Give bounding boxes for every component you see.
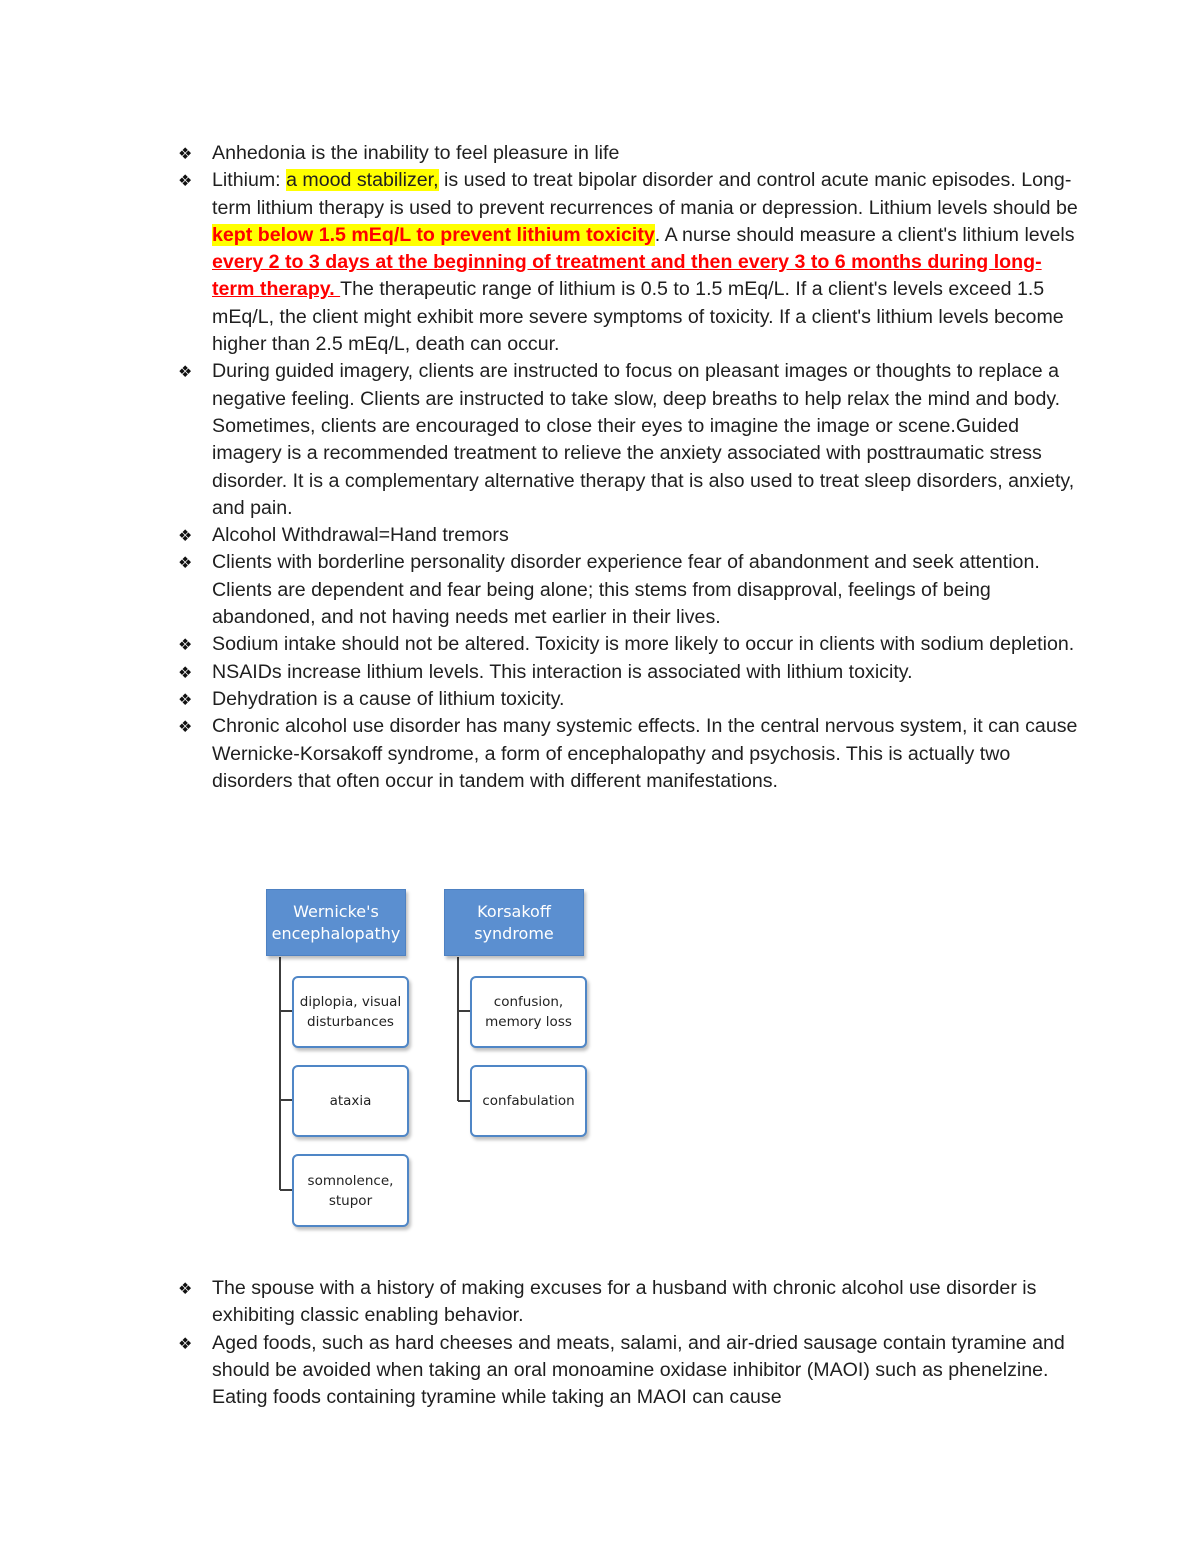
item-text: NSAIDs increase lithium levels. This interaction is associated with lithium toxicity. <box>212 660 913 683</box>
list-item <box>178 713 1078 795</box>
item-text: The spouse with a history of making excuses for a husband with chronic alcohol use disorder is exhibiting classic enabling behavior. <box>212 1277 1037 1327</box>
item-text: Aged foods, such as hard cheeses and meats, salami, and air-dried sausage contain tyramine and should be avoided when taking an oral monoamine oxidase inhibitor (MAOI) such as phenelzine. Eating foods containing tyramine while taking an MAOI can cause <box>212 1331 1065 1409</box>
notes-list-continued <box>178 1275 1078 1411</box>
bullet-icon: ❖ <box>178 526 193 546</box>
item-text: Sodium intake should not be altered. Toxicity is more likely to occur in clients with sodium depletion. <box>212 633 1075 656</box>
list-item <box>178 1275 1078 1330</box>
wernicke-korsakoff-diagram <box>260 885 600 1235</box>
bullet-icon: ❖ <box>178 553 193 573</box>
list-item <box>178 140 1078 167</box>
item-text: Alcohol Withdrawal=Hand tremors <box>212 524 509 547</box>
bullet-icon: ❖ <box>178 1333 193 1353</box>
bullet-icon: ❖ <box>178 144 193 163</box>
list-item <box>178 1330 1078 1412</box>
bullet-icon: ❖ <box>178 635 193 655</box>
list-item <box>178 167 1078 358</box>
highlighted-text: a mood stabilizer, <box>286 169 439 192</box>
bullet-icon: ❖ <box>178 717 193 737</box>
item-text: During guided imagery, clients are instructed to focus on pleasant images or thoughts to replace a negative feeling. Clients are instructed to take slow, deep breaths to help relax the mind and body. Sometimes, clients are encouraged to close their eyes to imagine the image or scene.Guided imagery is a recommended treatment to relieve the anxiety associated with posttraumatic stress disorder. It is a complementary alternative therapy that is also used to treat sleep disorders, anxiety, and pain. <box>212 360 1075 519</box>
underlined-emphasis-text: every 2 to 3 days at the beginning of treatment and then every 3 to 6 months during long-term therapy. <box>212 251 1042 301</box>
item-text: The therapeutic range of lithium is 0.5 to 1.5 mEq/L. If a client's levels exceed 1.5 mEq/L, the client might exhibit more severe symptoms of toxicity. If a client's lithium levels become higher than 2.5 mEq/L, death can occur. <box>212 278 1064 356</box>
wernicke-header: Wernicke's encephalopathy <box>266 889 406 956</box>
bullet-icon: ❖ <box>178 171 193 191</box>
item-text: Anhedonia is the inability to feel pleasure in life <box>212 142 620 164</box>
item-text: Dehydration is a cause of lithium toxicity. <box>212 687 565 710</box>
list-item <box>178 686 1078 713</box>
item-text: Lithium: <box>212 169 287 192</box>
list-item <box>178 358 1078 522</box>
item-text: . A nurse should measure a client's lithium levels <box>654 223 1075 246</box>
item-text: Chronic alcohol use disorder has many systemic effects. In the central nervous system, it can cause Wernicke-Korsakoff syndrome, a form of encephalopathy and psychosis. This is actually two disorders that often occur in tandem with different manifestations. <box>212 715 1078 792</box>
wernicke-item: somnolence, stupor <box>292 1154 409 1227</box>
list-item <box>178 631 1078 658</box>
korsakoff-header: Korsakoff syndrome <box>444 889 584 956</box>
highlighted-emphasis-text: kept below 1.5 mEq/L to prevent lithium toxicity <box>212 223 655 246</box>
korsakoff-item: confusion, memory loss <box>470 976 587 1048</box>
item-text: Clients with borderline personality disorder experience fear of abandonment and seek attention. Clients are dependent and fear being alone; this stems from disapproval, feelings of being abandoned, and not having needs met earlier in their lives. <box>212 551 1040 629</box>
bullet-icon: ❖ <box>178 362 193 382</box>
korsakoff-item: confabulation <box>470 1065 587 1137</box>
wernicke-item: ataxia <box>292 1065 409 1137</box>
list-item <box>178 659 1078 686</box>
list-item <box>178 549 1078 631</box>
notes-list <box>178 140 1078 795</box>
list-item <box>178 522 1078 549</box>
bullet-icon: ❖ <box>178 689 193 709</box>
wernicke-item: diplopia, visual disturbances <box>292 976 409 1048</box>
bullet-icon: ❖ <box>178 1279 193 1298</box>
item-text: is used to treat bipolar disorder and control acute manic episodes. Long-term lithium therapy is used to prevent recurrences of mania or depression. Lithium levels should be <box>212 169 1078 219</box>
bullet-icon: ❖ <box>178 662 193 682</box>
